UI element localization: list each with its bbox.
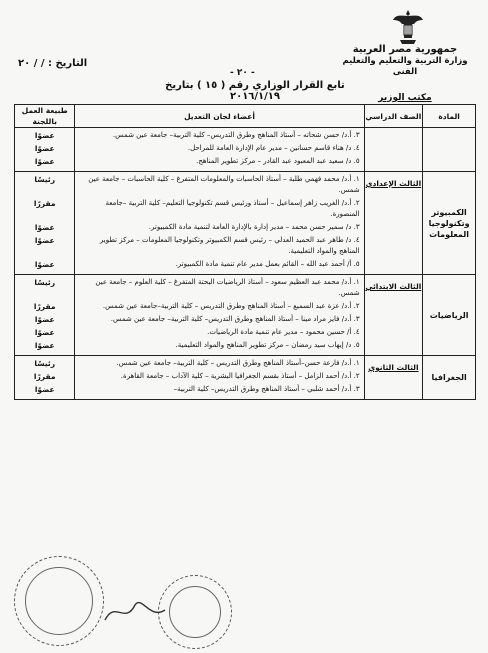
office-name: مكتب الوزير	[378, 93, 432, 103]
member-entry: ٢. أ.د/ عزة عبد السميع – أستاذ المناهج وطرق التدريس – كلية التربية–جامعة عين شمس.	[102, 302, 360, 310]
subject-cell	[423, 128, 476, 172]
grade-cell	[364, 172, 423, 275]
role-label: عضوًا	[34, 223, 55, 232]
grade-cell	[364, 275, 423, 356]
role-label: عضوًا	[34, 315, 55, 324]
member-entry: ٣. أ.د/ فايز مراد مينا – أستاذ المناهج وطرق التدريس– كلية التربية– جامعة عين شمس.	[110, 315, 360, 323]
roles-cell	[15, 128, 75, 172]
member-entry: ٥. د/ سعيد عبد المعبود عبد القادر – مركز تطوير المناهج.	[196, 157, 360, 165]
header-grade: الصف الدراسي	[364, 105, 423, 128]
table-header-row	[15, 105, 476, 128]
member-entry: ٣. أ.د/ أحمد شلبي – أستاذ المناهج وطرق التدريس– كلية التربية–	[173, 385, 360, 393]
table-row	[15, 356, 476, 400]
signature-mark	[100, 590, 170, 630]
role-label: رئيسًا	[34, 359, 56, 368]
header-role: طبيعة العمل باللجنة	[15, 105, 75, 128]
member-entry: ١. أ.د/ محمد فهمي طلبة – أستاذ الحاسبات والمعلومات المتفرغ – كلية الحاسبات – جامعة عين شمس.	[88, 175, 360, 194]
role-label: رئيسًا	[34, 278, 56, 287]
eagle-emblem-icon	[392, 8, 424, 48]
subject-cell: الجغرافيا	[423, 356, 476, 400]
decree-title: تابع القرار الوزاري رقم ( ١٥ ) بتاريخ ٢٠١٦/١/١٩	[165, 80, 345, 102]
table-row	[15, 128, 476, 172]
date-label: التاريخ :	[47, 58, 88, 69]
role-label: مقررًا	[33, 372, 56, 381]
member-entry: ٢. أ.د/ الغريب زاهر إسماعيل – أستاذ ورئيس قسم تكنولوجيا التعليم– كلية التربية –جامعة المنصورة.	[105, 199, 360, 218]
member-entry: ٥. أ/ أحمد عبد الله – القائم بعمل مدير عام تنمية مادة الكمبيوتر.	[175, 260, 360, 268]
member-entry: ٣. أ.د/ حسن شحاته – أستاذ المناهج وطرق التدريس– كلية التربية– جامعة عين شمس.	[112, 131, 360, 139]
member-entry: ٤. أ/ حسين محمود – مدير عام تنمية مادة الرياضيات.	[207, 328, 360, 336]
subject-cell: الرياضيات	[423, 275, 476, 356]
member-entry: ١. أ.د/ فارعة حسن–أستاذ المناهج وطرق التدريس – كلية التربية– جامعة عين شمس.	[116, 359, 360, 367]
members-cell	[75, 356, 364, 400]
member-entry: ٤. د/ هناء قاسم حسانين – مدير عام الإدارة العامة للمراحل.	[187, 144, 360, 152]
member-entry: ٥. د/ إيهاب سيد رمضان – مركز تطوير المناهج والمواد التعليمية.	[175, 341, 360, 349]
table-row	[15, 172, 476, 275]
committees-table	[14, 104, 476, 400]
role-label: مقررًا	[33, 199, 56, 208]
role-label: مقررًا	[33, 302, 56, 311]
table-row	[15, 275, 476, 356]
member-entry: ١. أ.د/ محمد عبد العظيم سعود – أستاذ الرياضيات البحتة المتفرغ – كلية العلوم – جامعة عين شمس.	[95, 278, 360, 297]
role-label: عضوًا	[34, 328, 55, 337]
roles-cell	[15, 275, 75, 356]
member-entry: ٢. أ.د/ أحمد الزامل – أستاذ بقسم الجغرافيا البشرية – كلية الآداب – جامعة القاهرة.	[120, 372, 360, 380]
role-label: عضوًا	[34, 144, 55, 153]
grade-label: الثالث الإعدادي	[365, 179, 422, 188]
roles-cell	[15, 172, 75, 275]
grade-label: الثالث الثانوي	[368, 363, 419, 372]
grade-label: الثالث الابتدائي	[365, 282, 422, 291]
members-cell	[75, 275, 364, 356]
role-label: عضوًا	[34, 131, 55, 140]
role-label: عضوًا	[34, 157, 55, 166]
role-label: رئيسًا	[34, 175, 56, 184]
date-line	[18, 58, 158, 69]
role-label: عضوًا	[34, 341, 55, 350]
date-value: / / ٢٠	[18, 58, 45, 69]
subject-cell: الكمبيوتر وتكنولوجيا المعلومات	[423, 172, 476, 275]
ministry-seal-left	[14, 556, 104, 646]
ministry-name: وزارة التربية والتعليم والتعليم الفنى	[342, 56, 468, 77]
country-name: جمهورية مصر العربية	[352, 44, 458, 55]
header-members: أعضاء لجان التعديل	[75, 105, 364, 128]
member-entry: ٤. د/ طاهر عبد الحميد العدلي – رئيس قسم الكمبيوتر وتكنولوجيا المعلومات – مركز تطوير المناهج والمواد التعليمية.	[99, 236, 360, 255]
header-subject: المادة	[423, 105, 476, 128]
members-cell	[75, 128, 364, 172]
grade-cell	[364, 356, 423, 400]
roles-cell	[15, 356, 75, 400]
grade-cell	[364, 128, 423, 172]
member-entry: ٣. د/ سمير حسن محمد – مدير إدارة بالإدارة العامة لتنمية مادة الكمبيوتر.	[148, 223, 360, 231]
members-cell	[75, 172, 364, 275]
role-label: عضوًا	[34, 260, 55, 269]
role-label: عضوًا	[34, 385, 55, 394]
page-number: - ٢٠ -	[230, 68, 255, 78]
role-label: عضوًا	[34, 236, 55, 245]
